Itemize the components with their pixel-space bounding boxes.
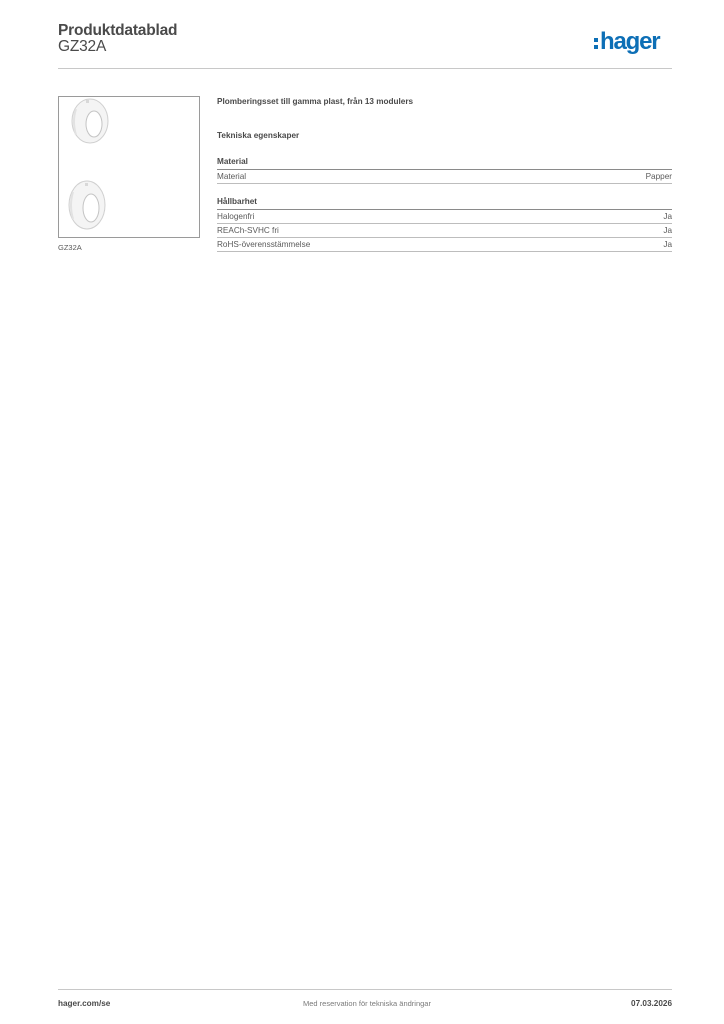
spec-label: RoHS-överensstämmelse: [217, 240, 311, 249]
spec-row: [217, 238, 672, 252]
product-image: [58, 96, 200, 238]
product-description: Plomberingsset till gamma plast, från 13 modulers: [217, 97, 414, 106]
spec-value: Ja: [663, 212, 672, 221]
group-title-sustainability: Hållbarhet: [217, 196, 672, 210]
ring-icon-upper: [72, 99, 108, 143]
spec-value: Ja: [663, 240, 672, 249]
spec-row: [217, 210, 672, 224]
image-caption: GZ32A: [58, 243, 82, 252]
spec-row: [217, 170, 672, 184]
footer-disclaimer: Med reservation för tekniska ändringar: [303, 999, 431, 1008]
section-title: Tekniska egenskaper: [217, 131, 300, 140]
spec-label: REACh-SVHC fri: [217, 226, 279, 235]
spec-label: Halogenfri: [217, 212, 255, 221]
footer-divider: [58, 989, 672, 990]
logo-text: hager: [600, 28, 660, 55]
header-divider: [58, 68, 672, 69]
document-title: Produktdatablad: [58, 22, 178, 39]
spec-value: Ja: [663, 226, 672, 235]
group-title-material: Material: [217, 156, 672, 170]
hager-logo: [594, 28, 659, 56]
product-code: GZ32A: [58, 38, 107, 55]
spec-value: Papper: [645, 172, 672, 181]
spec-label: Material: [217, 172, 247, 181]
spec-row: [217, 224, 672, 238]
sealing-rings-illustration: [59, 97, 199, 237]
footer-website-link[interactable]: hager.com/se: [58, 999, 111, 1008]
ring-icon-lower: [69, 181, 105, 229]
logo-colon-mark: [594, 32, 599, 52]
footer-date: 07.03.2026: [631, 999, 672, 1008]
product-details: [217, 96, 672, 252]
